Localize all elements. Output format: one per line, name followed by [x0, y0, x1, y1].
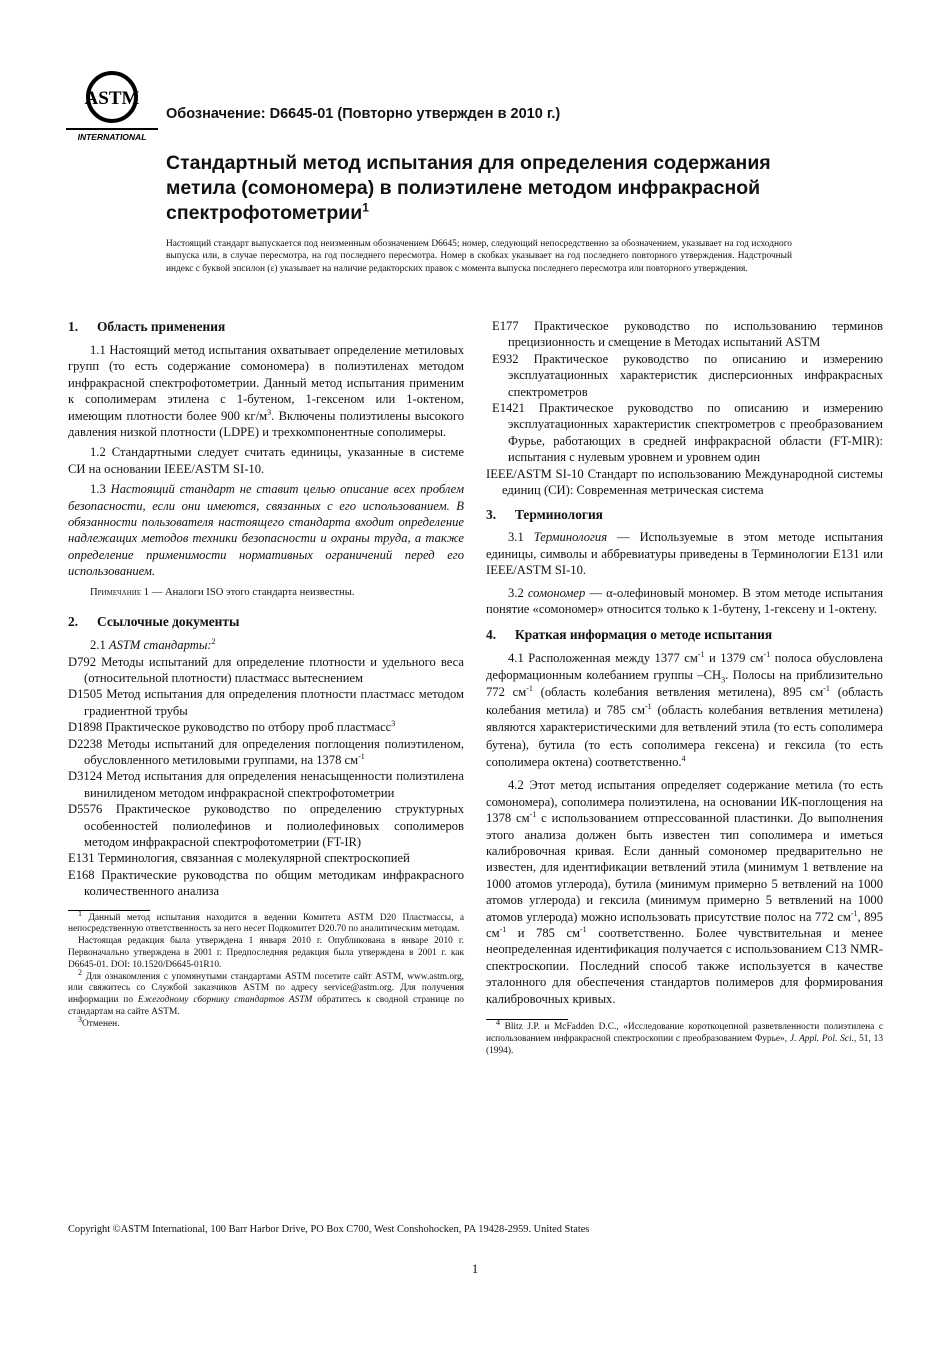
footnote-4: $^4$ Blitz J.P. и McFadden D.C., «Исследование короткоцепной разветвленности полиэтилена с использованием инфракрасной спектроскопии с преобразованием Фурье», J. Appl. Pol. Sci., 51, 13 (1994).: [486, 1017, 884, 1056]
note-1: Примечание 1 — Аналоги ISO этого стандарта неизвестны.: [90, 586, 355, 598]
ref-d5576: D5576 Практическое руководство по определению структурных особенностей полиолефинов и полиолефиновых сополимеров методом инфракрасной спектрофотометрии (FT-IR): [68, 802, 464, 849]
para-4-2: 4.2 Этот метод испытания определяет содержание метила (то есть сомономера), сополимера полиэтилена, на основании ИК-поглощения на 1378 $см^{-1}$ с использованием отпрессованной пластинки. До выполнения этого анализа должен быть известен тип сополимера и иметься калибровочная кривая. Если данный сомономер предварительно не известен, для идентификации ветвлений этила (минимум 1 ветвление на 1000 атомов углерода), бутила (минимум примерно 5 ветвлений на 1000 атомов углерода) и гексила (минимум примерно 5 ветвлений на 1000 атомов углерода) можно использовать присутствие полос на 772 $см^{-1}$, 895 $см^{-1}$ и 785 $см^{-1}$ соответственно. Более чувствительная и менее неопределенная идентификация получается с использованием C13 NMR-спектроскопии. Последний способ также используется в качестве эталонного для обеспечения стандартов полимеров для формирования калибровочных кривых.: [486, 778, 883, 1006]
title-footnote-ref: 1: [362, 200, 369, 215]
section-1-heading: 1. Область применения: [68, 319, 226, 334]
ref-e1421: E1421 Практическое руководство по описанию и измерению эксплуатационных характеристик спектрометров с преобразованием Фурье, работающих в средней инфракрасной области (FT-MIR): испытания с нулевым уровнем и уровнем один: [492, 401, 883, 465]
logo-subtext: INTERNATIONAL: [77, 132, 147, 142]
footnote-3: $^3$Отменен.: [78, 1014, 120, 1029]
ref-d1505: D1505 Метод испытания для определения плотности пластмасс методом градиентной трубы: [68, 687, 464, 718]
right-column: [486, 318, 883, 1057]
para-3-1: 3.1 Терминология — Используемые в этом методе испытания единицы, символы и аббревиатуры приведены в Терминологии E131 или IEEE/ASTM SI-10.: [486, 530, 883, 578]
para-3-2: 3.2 сомономер — α-олефиновый мономер. В этом методе испытания понятие «сомономер» относится только к 1-бутену, 1-гексену и 1-октену.: [486, 585, 883, 617]
para-4-1: 4.1 Расположенная между 1377 $см^{-1}$ и 1379 $см^{-1}$ полоса обусловлена деформационным колебанием группы $-CH_3$. Полосы на приблизительно 772 $см^{-1}$ (область колебания ветвления метилена), 895 $см^{-1}$ (область колебания метила) и 785 $см^{-1}$ (область колебания ветвления метилена) являются характеристическими для ветвлений этила (то есть сополимера бутена), бутила (то есть сополимера гексена) и гексила (то есть сополимера октена) соответственно.$^4$: [486, 649, 884, 769]
ref-e177: E177 Практическое руководство по использованию терминов прецизионность и смещение в Методах испытаний ASTM: [492, 319, 883, 350]
section-4-heading: 4. Краткая информация о методе испытания: [486, 626, 773, 642]
ref-e131: E131 Терминология, связанная с молекулярной спектроскопией: [68, 851, 410, 866]
issue-note: Настоящий стандарт выпускается под неизменным обозначением D6645; номер, следующий непосредственно за обозначением, указывает на год исходного выпуска или, в случае пересмотра, на год последнего пересмотра. Номер в скобках указывает на год последнего повторного утверждения. Надстрочный индекс с буквой эпсилон (ε) указывает на наличие редакторских правок с момента выпуска последнего пересмотра или повторного утверждения.: [166, 239, 792, 274]
ref-d2238: D2238 Методы испытаний для определения поглощения полиэтиленом, обусловленного метиловыми группами, на 1378 $см^{-1}$: [68, 736, 464, 767]
para-1-2: 1.2 Стандартными следует считать единицы, указанные в системе СИ на основании IEEE/ASTM SI-10.: [68, 445, 464, 476]
ref-e168: E168 Практические руководства по общим методикам инфракрасного количественного анализа: [68, 867, 464, 899]
left-column: [68, 318, 464, 1031]
document-title: [166, 151, 806, 226]
footnote-1: $^1$ Данный метод испытания находится в ведении Комитета ASTM D20 Пластмассы, а непосредственную ответственность за него несет Подкомитет D20.70 по аналитическим методам.: [68, 908, 464, 935]
astm-logo: [66, 70, 158, 142]
title-text: Стандартный метод испытания для определения содержания метила (сомономера) в полиэтилене методом инфракрасной спектрофотометрии: [166, 152, 771, 224]
para-1-1: 1.1 Настоящий метод испытания охватывает определение метиловых групп (то есть содержание сомономера) в полиэтиленах методом инфракрасной спектрофотометрии. Данный метод испытания применим к сополимерам этилена с 1-бутеном, 1-гексеном или 1-октеном, имеющим плотности более 900 $кг/м^3$. Включены полиэтилены высокого давления низкой плотности (LDPE) и трехкомпонентные сополимеры.: [68, 343, 464, 440]
ref-d3124: D3124 Метод испытания для определения ненасыщенности полиэтилена винилиденом методом инфракрасной спектрофотометрии: [68, 769, 464, 800]
page-number: 1: [471, 1262, 479, 1276]
ref-d792: D792 Методы испытаний для определение плотности и удельного веса (относительной плотности) пластмасс вытеснением: [68, 654, 464, 685]
footnote-1-continued: Настоящая редакция была утверждена 1 января 2010 г. Опубликована в январе 2010 г. Первоначально утверждена в 2001 г. Предпоследняя редакция была утверждена в 2001 г. как D6645-01. DOI: 10.1520/D6645-01R10.: [68, 936, 464, 970]
ref-e932: E932 Практическое руководство по описанию и измерению эксплуатационных характеристик дисперсионных инфракрасных спектрометров: [492, 351, 883, 399]
copyright: Copyright ©ASTM International, 100 Barr Harbor Drive, PO Box C700, West Conshohocken, PA 19428-2959. United States: [68, 1224, 590, 1235]
ref-d1898: D1898 Практическое руководство по отбору проб пластмасс$^3$: [68, 718, 396, 735]
ref-ieee-si10: IEEE/ASTM SI-10 Стандарт по использованию Международной системы единиц (СИ): Современная метрическая система: [486, 466, 883, 498]
para-2-1: 2.1 ASTM стандарты:$^2$: [90, 636, 216, 653]
logo-text: ASTM: [84, 88, 140, 109]
footnote-2: $^2$ Для ознакомления с упомянутыми стандартами ASTM посетите сайт ASTM, www.astm.org, или свяжитесь со Службой заказчиков ASTM по адресу service@astm.org. Для получения информации по Ежегодному сборнику стандартов ASTM обратитесь к сводной странице по стандартам на сайте ASTM.: [68, 967, 465, 1017]
section-2-heading: 2. Ссылочные документы: [68, 614, 240, 630]
section-3-heading: 3. Терминология: [486, 507, 603, 523]
para-1-3: 1.3 Настоящий стандарт не ставит целью описание всех проблем безопасности, если они имеются, связанных с его использованием. В обязанности пользователя настоящего стандарта входит определение надлежащих методов техники безопасности и охраны труда, а также определение применимости нормативных ограничений перед его использованием.: [68, 482, 464, 579]
designation: Обозначение: D6645-01 (Повторно утвержден в 2010 г.): [166, 106, 561, 122]
